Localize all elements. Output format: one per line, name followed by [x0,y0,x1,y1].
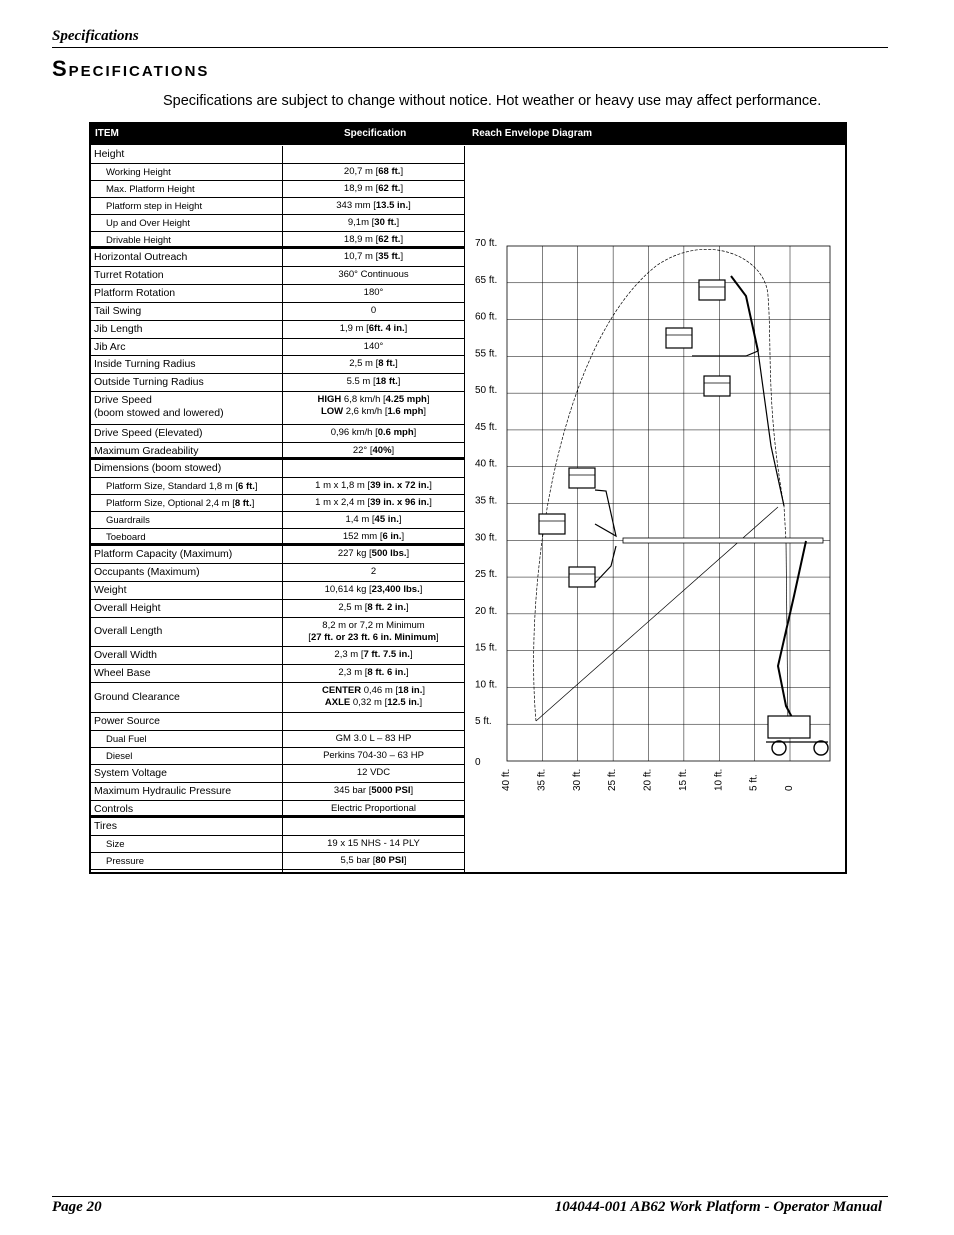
table-row [91,564,464,582]
row-value: 2,3 m [8 ft. 6 in.] [338,667,409,678]
row-value: 360° Continuous [338,269,409,280]
x-tick-label: 20 ft. [642,768,654,791]
table-row [91,765,464,783]
y-tick-label: 55 ft. [475,348,498,360]
table-row [91,618,464,647]
table-row [91,374,464,392]
row-label: Toeboard [106,532,146,543]
row-label: Outside Turning Radius [94,376,204,388]
row-label: Dual Fuel [106,734,147,745]
boom-horizontal [623,538,823,543]
x-tick-label: 25 ft. [607,768,619,791]
y-tick-label: 15 ft. [475,642,498,654]
x-tick-label: 5 ft. [748,774,760,791]
row-value: 0,96 km/h [0.6 mph] [330,427,417,438]
machine-base [768,716,810,738]
table-row [91,512,464,529]
y-tick-label: 60 ft. [475,311,498,323]
manual-title: 104044-001 AB62 Work Platform - Operator Manual [554,1199,882,1215]
x-tick-label: 10 ft. [713,768,725,791]
row-label: Power Source [94,715,160,727]
row-value: GM 3.0 L – 83 HP [335,733,412,744]
header-item: ITEM [95,128,119,139]
header-diagram: Reach Envelope Diagram [472,128,593,139]
row-value: 12 VDC [356,767,391,778]
row-value: 18,9 m [62 ft.] [343,234,404,245]
row-label: Pressure [106,856,145,867]
y-tick-label: 70 ft. [475,238,498,249]
table-row [91,249,464,267]
table-row [91,443,464,460]
row-value: Electric Proportional [330,803,416,814]
jib-arm-1 [595,490,616,536]
row-label: Drive Speed (boom stowed and lowered) [94,394,224,419]
row-label: Platform step in Height [106,201,203,212]
y-tick-label: 35 ft. [475,495,498,507]
platform-3 [704,376,730,396]
x-tick-label: 30 ft. [571,768,583,791]
header-spec: Specification [344,128,407,139]
table-row [91,818,464,836]
table-row [91,748,464,765]
wheel-front [814,741,828,755]
row-label: Overall Height [94,602,161,614]
platform-2 [666,328,692,348]
table-row [91,339,464,356]
row-label: Platform Capacity (Maximum) [94,548,233,560]
row-label: Jib Arc [94,341,126,353]
jib-arm-2 [595,546,616,583]
row-label: Drivable Height [106,235,171,246]
row-label: Tail Swing [94,305,142,317]
row-label: Up and Over Height [106,218,190,229]
row-label: Horizontal Outreach [94,251,188,263]
row-label: Controls [94,803,134,815]
table-row [91,529,464,546]
table-row [91,181,464,198]
row-value: 20,7 m [68 ft.] [343,166,404,177]
row-label: Dimensions (boom stowed) [94,462,222,474]
row-value: 140° [363,341,384,352]
table-row [91,836,464,853]
row-value: HIGH 6,8 km/h [4.25 mph] LOW 2,6 km/h [1.6 mph] [317,394,430,417]
row-value: 2,5 m [8 ft.] [349,358,398,369]
wheel-rear [772,741,786,755]
row-value: 2,3 m [7 ft. 7.5 in.] [334,649,413,660]
y-tick-label: 20 ft. [475,605,498,617]
jib-arm-3 [692,351,758,356]
y-tick-label: 45 ft. [475,421,498,433]
row-value: 1,9 m [6ft. 4 in.] [339,323,408,334]
platform-4 [569,468,595,488]
row-label: Platform Rotation [94,287,176,299]
table-header [91,124,846,145]
row-label: Occupants (Maximum) [94,566,200,578]
platform-5 [539,514,565,534]
table-row [91,495,464,512]
y-tick-label: 50 ft. [475,385,498,397]
row-label: Drive Speed (Elevated) [94,427,203,439]
table-row [91,582,464,600]
column-divider-2 [464,146,465,872]
table-row [91,215,464,232]
row-label: Jib Length [94,323,143,335]
row-label: Max. Platform Height [106,184,195,195]
table-row [91,321,464,339]
row-label: Guardrails [106,515,150,526]
table-row [91,853,464,870]
row-label: Inside Turning Radius [94,358,196,370]
row-value: 9,1m [30 ft.] [347,217,400,228]
table-row [91,460,464,478]
footer-rule [52,1196,888,1197]
row-value: 2,5 m [8 ft. 2 in.] [338,602,409,613]
y-tick-label: 5 ft. [475,716,492,728]
row-value: 1,4 m [45 in.] [345,514,402,525]
header-rule [52,47,888,48]
row-label: Weight [94,584,127,596]
row-value: 18,9 m [62 ft.] [343,183,404,194]
platform-1 [699,280,725,300]
table-row [91,285,464,303]
row-value: 10,614 kg [23,400 lbs.] [324,584,423,595]
y-tick-label: 0 [475,757,481,768]
row-label: Working Height [106,167,171,178]
row-value: 10,7 m [35 ft.] [343,251,404,262]
intro-text: Specifications are subject to change without notice. Hot weather or heavy use may affect performance. [163,93,822,109]
x-tick-label: 15 ft. [677,768,689,791]
row-label: System Voltage [94,767,167,779]
row-label: Ground Clearance [94,691,180,703]
row-value: 22° [40%] [352,445,395,456]
table-row [91,683,464,713]
row-label: Tires [94,820,117,832]
row-label: Maximum Hydraulic Pressure [94,785,232,797]
boom-lower [778,541,806,721]
y-tick-label: 65 ft. [475,274,498,286]
table-row [91,267,464,285]
table-row [91,198,464,215]
table-row [91,425,464,443]
table-row [91,478,464,495]
row-value: 227 kg [500 lbs.] [337,548,410,559]
row-value: 0 [370,305,377,316]
row-label: Wheel Base [94,667,151,679]
y-tick-label: 10 ft. [475,679,498,691]
row-value: 1 m x 1,8 m [39 in. x 72 in.] [315,480,432,491]
x-tick-label: 0 [784,785,795,791]
row-label: Overall Length [94,625,163,637]
row-value: CENTER 0,46 m [18 in.] AXLE 0,32 m [12.5 in.] [322,685,425,708]
table-row [91,713,464,731]
row-label: Platform Size, Optional 2,4 m [8 ft.] [106,498,255,509]
platform-6 [569,567,595,587]
table-row [91,801,464,818]
reach-envelope-diagram [466,146,846,872]
table-row [91,546,464,564]
row-label: Height [94,148,125,160]
row-label: Platform Size, Standard 1,8 m [6 ft.] [106,481,258,492]
table-row [91,356,464,374]
page-number: Page 20 [52,1199,102,1215]
row-label: Overall Width [94,649,158,661]
row-value: 5,5 bar [80 PSI] [340,855,407,866]
table-row [91,164,464,181]
row-label: Turret Rotation [94,269,164,281]
row-label: Size [106,839,125,850]
row-label: Diesel [106,751,133,762]
row-value: 8,2 m or 7,2 m Minimum [27 ft. or 23 ft. 6 in. Minimum] [308,620,439,643]
row-value: 1 m x 2,4 m [39 in. x 96 in.] [315,497,432,508]
table-row [91,600,464,618]
table-row [91,146,464,164]
running-header: Specifications [52,28,139,44]
row-value: Perkins 704-30 – 63 HP [323,750,424,761]
x-tick-label: 35 ft. [536,768,548,791]
row-value: 343 mm [13.5 in.] [336,200,411,211]
x-tick-label: 40 ft. [501,768,512,791]
row-value: 152 mm [6 in.] [342,531,405,542]
y-tick-label: 25 ft. [475,569,498,581]
table-row [91,232,464,249]
row-value: 2 [370,566,377,577]
row-label: Maximum Gradeability [94,445,199,457]
table-row [91,647,464,665]
row-value: 5.5 m [18 ft.] [346,376,401,387]
row-value: 19 x 15 NHS - 14 PLY [327,838,420,849]
table-row [91,665,464,683]
boom-upper [731,276,758,351]
table-row [91,731,464,748]
page-title: Specifications [52,56,210,81]
row-value: 180° [363,287,384,298]
y-tick-label: 40 ft. [475,458,498,470]
y-tick-label: 30 ft. [475,532,498,544]
table-row [91,392,464,425]
table-row [91,303,464,321]
table-row [91,783,464,801]
row-value: 345 bar [5000 PSI] [333,785,414,796]
